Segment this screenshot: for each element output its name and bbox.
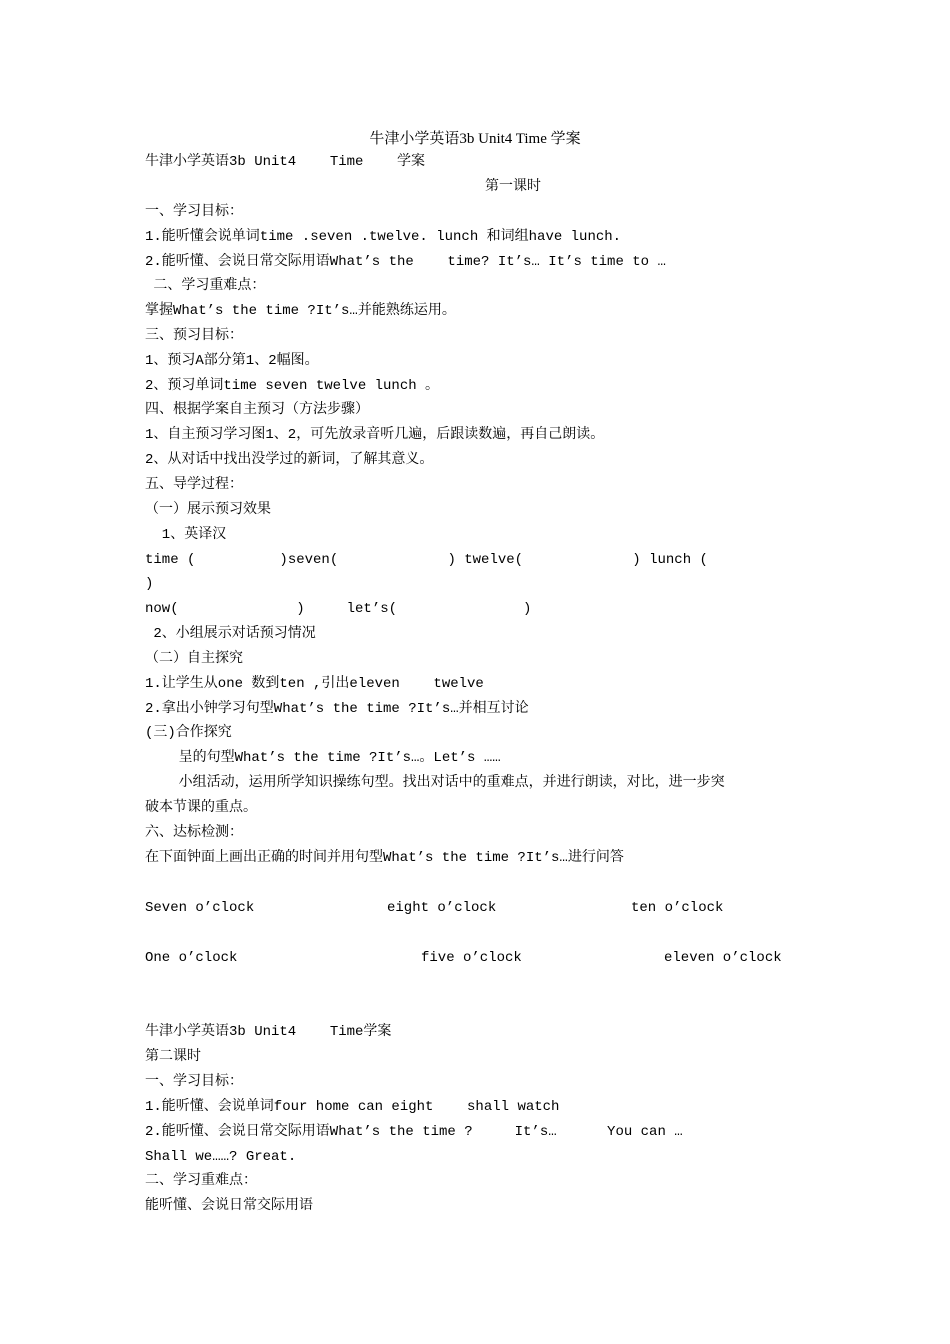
- lesson2-line: 第二课时: [145, 1049, 201, 1065]
- lesson1-line: 1.能听懂会说单词time .seven .twelve. lunch 和词组have lunch.: [145, 229, 622, 245]
- lesson1-line: 1.让学生从one 数到ten ,引出eleven twelve: [145, 676, 484, 692]
- lesson1-line: 掌握What’s the time ?It’s…并能熟练运用。: [145, 303, 456, 319]
- clock-label: ten o’clock: [631, 900, 724, 916]
- lesson2-line: 能听懂、会说日常交际用语: [145, 1198, 313, 1214]
- lesson1-line: 2、小组展示对话预习情况: [145, 626, 316, 642]
- lesson1-line: 五、导学过程：: [145, 477, 243, 493]
- lesson1-line: ): [145, 576, 154, 592]
- lesson2-line: 2.能听懂、会说日常交际用语What’s the time ? It’s… You can …: [145, 1124, 683, 1140]
- lesson1-line: 二、学习重难点：: [145, 278, 266, 294]
- lesson1-line: （一）展示预习效果: [145, 502, 271, 518]
- lesson1-line: 2、从对话中找出没学过的新词，了解其意义。: [145, 452, 434, 468]
- lesson2-line: 1.能听懂、会说单词four home can eight shall watch: [145, 1099, 560, 1115]
- lesson2-line: 一、学习目标：: [145, 1074, 243, 1090]
- lesson1-line: 1、英译汉: [145, 527, 227, 543]
- clock-label: One o’clock: [145, 950, 238, 966]
- lesson1-line: 2.拿出小钟学习句型What’s the time ?It’s…并相互讨论: [145, 701, 529, 717]
- lesson1-line: （二）自主探究: [145, 651, 243, 667]
- lesson1-line: 1、自主预习学习图1、2，可先放录音听几遍，后跟读数遍，再自己朗读。: [145, 427, 605, 443]
- lesson1-line: (三)合作探究: [145, 725, 232, 741]
- lesson1-line: 三、预习目标：: [145, 328, 243, 344]
- lesson1-line: 1、预习A部分第1、2幅图。: [145, 353, 319, 369]
- lesson1-line: 四、根据学案自主预习（方法步骤）: [145, 402, 369, 418]
- lesson1-period: 第一课时: [485, 179, 541, 195]
- lesson1-line: 破本节课的重点。: [145, 800, 257, 816]
- clock-label: Seven o’clock: [145, 900, 255, 916]
- lesson1-line: 2、预习单词time seven twelve lunch 。: [145, 378, 440, 394]
- lesson1-line: time ( )seven( ) twelve( ) lunch (: [145, 552, 708, 568]
- lesson2-line: 二、学习重难点：: [145, 1173, 257, 1189]
- lesson1-line: 2.能听懂、会说日常交际用语What’s the time? It’s… It’s time to …: [145, 254, 666, 270]
- document-title: 牛津小学英语3b Unit4 Time 学案: [369, 131, 581, 147]
- lesson1-line: 六、达标检测：: [145, 825, 243, 841]
- lesson1-line: 在下面钟面上画出正确的时间并用句型What’s the time ?It’s…进行问答: [145, 850, 624, 866]
- lesson2-header: 牛津小学英语3b Unit4 Time学案: [145, 1024, 392, 1040]
- lesson2-line: Shall we……? Great.: [145, 1149, 297, 1165]
- lesson1-line: 呈的句型What’s the time ?It’s…。Let’s ……: [145, 750, 501, 766]
- lesson1-header: 牛津小学英语3b Unit4 Time 学案: [145, 154, 426, 170]
- lesson1-line: 小组活动，运用所学知识操练句型。找出对话中的重难点，并进行朗读，对比，进一步突: [145, 775, 725, 791]
- clock-label: eight o’clock: [387, 900, 497, 916]
- clock-label: eleven o’clock: [664, 950, 782, 966]
- lesson1-line: now( ) let’s( ): [145, 601, 532, 617]
- clock-label: five o’clock: [421, 950, 522, 966]
- lesson1-line: 一、学习目标：: [145, 204, 243, 220]
